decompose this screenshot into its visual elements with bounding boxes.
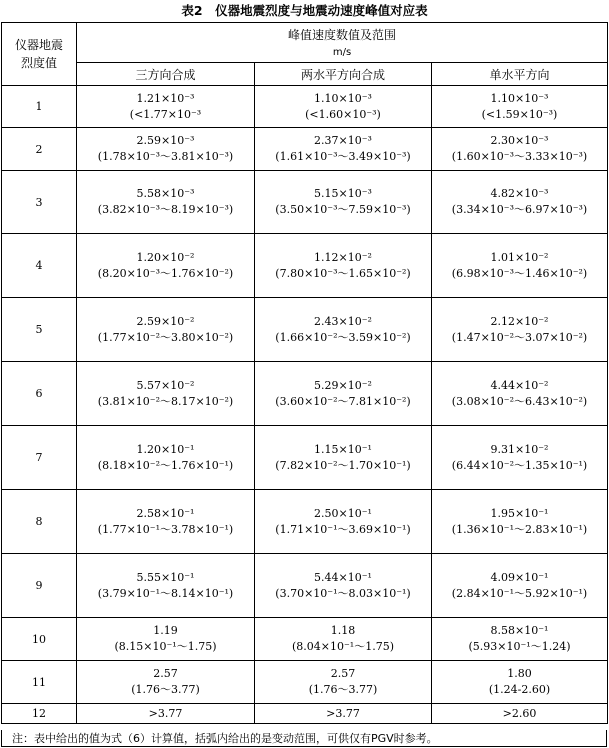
table-row xyxy=(2,171,608,234)
velocity-value: 8.58×10⁻¹ xyxy=(490,624,549,637)
velocity-range: (3.82×10⁻³～8.19×10⁻³) xyxy=(97,203,234,216)
table-body xyxy=(2,86,608,724)
velocity-range: (7.80×10⁻³～1.65×10⁻²) xyxy=(275,266,411,280)
velocity-range: (3.81×10⁻²～8.17×10⁻²) xyxy=(97,394,234,408)
velocity-range: (<1.59×10⁻³) xyxy=(481,107,558,121)
velocity-range: (<1.60×10⁻³) xyxy=(305,107,381,121)
velocity-value: 1.15×10⁻¹ xyxy=(314,442,372,456)
velocity-value: 5.29×10⁻² xyxy=(314,378,372,392)
velocity-range: (3.60×10⁻²～7.81×10⁻²) xyxy=(275,394,411,408)
velocity-cell xyxy=(255,661,432,704)
velocity-cell xyxy=(255,618,432,661)
velocity-value: 9.31×10⁻² xyxy=(490,442,549,456)
header-peak-velocity-label: 峰值速度数值及范围 xyxy=(287,28,396,42)
table-caption: 表2 仪器地震烈度与地震动速度峰值对应表 xyxy=(181,3,428,18)
intensity-cell: 10 xyxy=(2,618,77,661)
velocity-cell xyxy=(77,362,255,426)
intensity-cell: 2 xyxy=(2,128,77,171)
velocity-cell xyxy=(77,490,255,554)
velocity-cell xyxy=(432,298,608,362)
velocity-range: (3.08×10⁻²～6.43×10⁻²) xyxy=(451,394,588,408)
velocity-cell xyxy=(77,618,255,661)
velocity-range: (6.44×10⁻²～1.35×10⁻¹) xyxy=(451,458,588,472)
intensity-cell: 1 xyxy=(2,86,77,128)
table-row xyxy=(2,618,608,661)
table-row xyxy=(2,426,608,490)
table-row xyxy=(2,704,608,724)
velocity-cell xyxy=(432,128,608,171)
velocity-value: 2.57 xyxy=(153,667,178,680)
velocity-value: 2.37×10⁻³ xyxy=(314,134,372,147)
velocity-cell xyxy=(255,86,432,128)
velocity-range: (8.04×10⁻¹～1.75) xyxy=(292,640,394,653)
velocity-cell xyxy=(255,362,432,426)
velocity-cell xyxy=(255,128,432,171)
velocity-range: (3.70×10⁻¹～8.03×10⁻¹) xyxy=(275,586,411,600)
velocity-range: (1.76～3.77) xyxy=(131,683,200,696)
table-row xyxy=(2,661,608,704)
velocity-value: 1.20×10⁻¹ xyxy=(136,442,195,456)
table-row xyxy=(2,234,608,298)
velocity-cell xyxy=(432,618,608,661)
intensity-cell: 4 xyxy=(2,234,77,298)
velocity-value: 1.10×10⁻³ xyxy=(490,91,549,105)
velocity-value: >2.60 xyxy=(502,706,537,720)
velocity-range: (8.20×10⁻³～1.76×10⁻²) xyxy=(97,266,234,280)
velocity-value: 2.59×10⁻³ xyxy=(136,134,195,147)
table-row xyxy=(2,362,608,426)
intensity-cell: 9 xyxy=(2,554,77,618)
velocity-cell xyxy=(77,554,255,618)
velocity-cell xyxy=(77,86,255,128)
velocity-value: >3.77 xyxy=(148,706,183,720)
velocity-range: (1.78×10⁻³～3.81×10⁻³) xyxy=(97,150,234,163)
velocity-value: 4.82×10⁻³ xyxy=(490,187,549,200)
table-row xyxy=(2,490,608,554)
table-row xyxy=(2,298,608,362)
intensity-cell: 12 xyxy=(2,704,77,724)
velocity-value: 2.12×10⁻² xyxy=(490,314,549,328)
velocity-cell xyxy=(77,704,255,724)
intensity-cell: 6 xyxy=(2,362,77,426)
velocity-value: 1.20×10⁻² xyxy=(136,250,195,264)
velocity-range: (1.71×10⁻¹～3.69×10⁻¹) xyxy=(275,522,411,536)
header-unit: m/s xyxy=(332,47,352,58)
velocity-value: 1.80 xyxy=(507,667,532,680)
table-row xyxy=(2,86,608,128)
velocity-cell xyxy=(432,490,608,554)
table-row xyxy=(2,128,608,171)
velocity-range: (5.93×10⁻¹～1.24) xyxy=(468,640,571,653)
velocity-range: (1.66×10⁻²～3.59×10⁻²) xyxy=(275,330,411,344)
velocity-value: 5.55×10⁻¹ xyxy=(136,570,195,584)
velocity-value: 1.18 xyxy=(330,624,356,637)
velocity-range: (6.98×10⁻³～1.46×10⁻²) xyxy=(451,266,588,280)
velocity-cell xyxy=(77,661,255,704)
velocity-cell xyxy=(255,490,432,554)
table-note: 注：表中给出的值为式（6）计算值，括弧内给出的是变动范围，可供仅有PGV时参考。 xyxy=(1,730,607,747)
velocity-range: (1.77×10⁻²～3.80×10⁻²) xyxy=(97,330,234,344)
header-two-horizontal: 两水平方向合成 xyxy=(255,63,432,86)
header-single-horizontal: 单水平方向 xyxy=(432,63,608,86)
header-intensity xyxy=(2,23,77,86)
table-row xyxy=(2,554,608,618)
velocity-range: (3.50×10⁻³～7.59×10⁻³) xyxy=(275,203,411,216)
header-intensity-label: 仪器地震烈度值 xyxy=(14,38,63,70)
velocity-cell xyxy=(77,128,255,171)
intensity-cell: 3 xyxy=(2,171,77,234)
velocity-range: (3.34×10⁻³～6.97×10⁻³) xyxy=(451,203,588,216)
intensity-cell: 8 xyxy=(2,490,77,554)
intensity-cell: 7 xyxy=(2,426,77,490)
velocity-cell xyxy=(255,171,432,234)
velocity-cell xyxy=(432,362,608,426)
velocity-range: (2.84×10⁻¹～5.92×10⁻¹) xyxy=(451,586,588,600)
velocity-cell xyxy=(432,171,608,234)
velocity-cell xyxy=(432,661,608,704)
intensity-cell: 11 xyxy=(2,661,77,704)
velocity-cell xyxy=(77,171,255,234)
velocity-value: 2.30×10⁻³ xyxy=(490,134,549,147)
velocity-value: >3.77 xyxy=(326,706,360,720)
velocity-value: 5.44×10⁻¹ xyxy=(314,570,372,584)
velocity-range: (7.82×10⁻²～1.70×10⁻¹) xyxy=(275,458,411,472)
velocity-value: 2.57 xyxy=(330,667,356,680)
velocity-range: (8.15×10⁻¹～1.75) xyxy=(114,640,217,653)
velocity-cell xyxy=(255,704,432,724)
velocity-cell xyxy=(77,426,255,490)
velocity-range: (8.18×10⁻²～1.76×10⁻¹) xyxy=(97,458,234,472)
velocity-range: (1.47×10⁻²～3.07×10⁻²) xyxy=(451,330,588,344)
velocity-cell xyxy=(432,704,608,724)
velocity-range: (1.77×10⁻¹～3.78×10⁻¹) xyxy=(97,522,234,536)
velocity-range: (1.76～3.77) xyxy=(308,683,378,696)
velocity-value: 2.59×10⁻² xyxy=(136,314,195,328)
velocity-value: 1.12×10⁻² xyxy=(314,250,372,264)
velocity-value: 4.44×10⁻² xyxy=(490,378,549,392)
header-three-direction: 三方向合成 xyxy=(77,63,255,86)
velocity-range: (1.61×10⁻³～3.49×10⁻³) xyxy=(275,150,411,163)
intensity-cell: 5 xyxy=(2,298,77,362)
velocity-value: 4.09×10⁻¹ xyxy=(490,570,549,584)
velocity-cell xyxy=(255,298,432,362)
velocity-range: (1.24-2.60) xyxy=(488,683,551,696)
velocity-value: 2.50×10⁻¹ xyxy=(314,506,372,520)
velocity-cell xyxy=(77,234,255,298)
velocity-value: 2.43×10⁻² xyxy=(314,314,372,328)
velocity-range: (1.60×10⁻³～3.33×10⁻³) xyxy=(451,150,588,163)
velocity-cell xyxy=(255,554,432,618)
velocity-cell xyxy=(255,234,432,298)
velocity-value: 5.15×10⁻³ xyxy=(314,187,372,200)
velocity-value: 1.01×10⁻² xyxy=(490,250,549,264)
velocity-value: 2.58×10⁻¹ xyxy=(136,506,195,520)
velocity-value: 5.57×10⁻² xyxy=(136,378,195,392)
intensity-velocity-table xyxy=(1,22,608,724)
velocity-value: 5.58×10⁻³ xyxy=(136,187,195,200)
header-peak-velocity xyxy=(77,23,608,63)
velocity-cell xyxy=(432,554,608,618)
velocity-value: 1.19 xyxy=(153,624,178,637)
velocity-range: (3.79×10⁻¹～8.14×10⁻¹) xyxy=(97,586,234,600)
velocity-value: 1.21×10⁻³ xyxy=(136,91,195,105)
velocity-range: (<1.77×10⁻³ xyxy=(129,107,202,121)
velocity-value: 1.10×10⁻³ xyxy=(314,91,372,105)
velocity-cell xyxy=(255,426,432,490)
velocity-cell xyxy=(77,298,255,362)
velocity-cell xyxy=(432,234,608,298)
velocity-value: 1.95×10⁻¹ xyxy=(490,506,549,520)
velocity-cell xyxy=(432,426,608,490)
velocity-range: (1.36×10⁻¹～2.83×10⁻¹) xyxy=(451,522,588,536)
velocity-cell xyxy=(432,86,608,128)
